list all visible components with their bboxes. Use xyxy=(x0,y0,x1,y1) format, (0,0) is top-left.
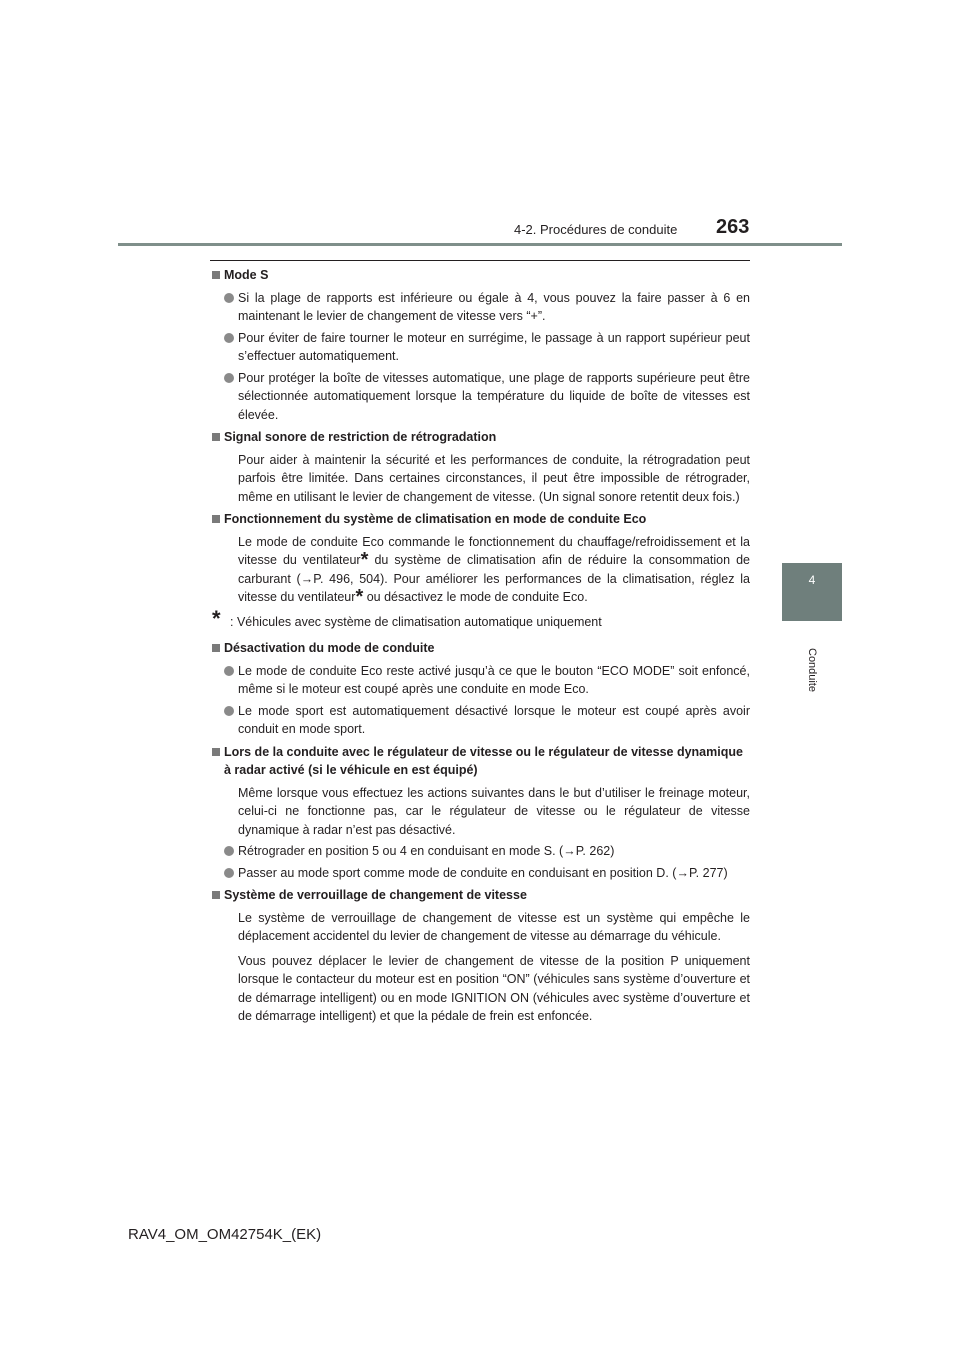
paragraph: Même lorsque vous effectuez les actions suivantes dans le but d’utiliser le freinage moteur, celui-ci ne fonctionne pas, car le régulateur de vitesse ou le régulateur de vitesse dynamique à radar n’est pas désactivé. xyxy=(238,785,750,837)
section-mode-s xyxy=(212,266,750,424)
bullet-item: Pour éviter de faire tourner le moteur en surrégime, le passage à un rapport supérieur peut s’effectuer automatiquement. xyxy=(212,329,750,366)
section-heading: Fonctionnement du système de climatisation en mode de conduite Eco xyxy=(212,510,750,529)
bullet-dot-icon xyxy=(224,333,234,343)
bullet-item: Passer au mode sport comme mode de conduite en conduisant en position D. (→P. 277) xyxy=(212,864,750,883)
section-deactivation xyxy=(212,639,750,739)
bullet-dot-icon xyxy=(224,666,234,676)
section-heading: Mode S xyxy=(212,266,750,285)
section-eco xyxy=(212,510,750,631)
content-rule xyxy=(210,260,750,261)
paragraph: Vous pouvez déplacer le levier de changement de vitesse de la position P uniquement lorsque le contacteur du moteur est en position “ON” (véhicules sans système d’ouverture et de démarrage intelligent) ou en mode IGNITION ON (véhicules avec système d’ouverture et de démarrage intelligent) et que la pédale de frein est enfoncée. xyxy=(238,953,750,1023)
bullet-dot-icon xyxy=(224,846,234,856)
page-content xyxy=(212,266,750,1030)
bullet-dot-icon xyxy=(224,868,234,878)
paragraph: Pour aider à maintenir la sécurité et les performances de conduite, la rétrogradation peut parfois être limitée. Dans certaines circonstances, il peut être impossible de rétrograder, même en utilisant le levier de changement de vitesse. (Un signal sonore retentit deux fois.) xyxy=(238,452,750,504)
bullet-dot-icon xyxy=(224,373,234,383)
paragraph: Le système de verrouillage de changement de vitesse est un système qui empêche le déplacement accidentel du levier de changement de vitesse au démarrage du véhicule. xyxy=(238,910,750,943)
bullet-item: Rétrograder en position 5 ou 4 en conduisant en mode S. (→P. 262) xyxy=(212,842,750,861)
section-shift-lock xyxy=(212,886,750,1026)
bullet-item: Pour protéger la boîte de vitesses automatique, une plage de rapports supérieure peut être sélectionnée automatiquement lorsque la température du liquide de boîte de vitesses est élevée. xyxy=(212,369,750,425)
section-heading: Lors de la conduite avec le régulateur de vitesse ou le régulateur de vitesse dynamique à radar activé (si le véhicule en est équipé) xyxy=(212,743,750,780)
footnote-star-icon: * xyxy=(355,586,364,608)
chapter-number: 4 xyxy=(808,573,816,587)
bullet-item: Le mode sport est automatiquement désactivé lorsque le moteur est coupé après avoir conduit en mode sport. xyxy=(212,702,750,739)
paragraph: Le mode de conduite Eco commande le fonctionnement du chauffage/refroidissement et la vitesse du ventilateur* du système de climatisation afin de réduire la consommation de carburant (→P. 496, 504). Pour améliorer les performances de la climatisation, réglez la vitesse du ventilateur* ou désactivez le mode de conduite Eco. xyxy=(238,534,750,608)
document-id: RAV4_OM_OM42754K_(EK) xyxy=(128,1226,322,1243)
section-heading: Système de verrouillage de changement de vitesse xyxy=(212,886,750,905)
chapter-tab[interactable] xyxy=(782,563,842,621)
bullet-item: Si la plage de rapports est inférieure ou égale à 4, vous pouvez la faire passer à 6 en maintenant le levier de changement de vitesse vers “+”. xyxy=(212,289,750,326)
bullet-dot-icon xyxy=(224,293,234,303)
bullet-dot-icon xyxy=(224,706,234,716)
section-heading: Désactivation du mode de conduite xyxy=(212,639,750,658)
page-number: 263 xyxy=(716,216,750,238)
footnote-star-icon: * xyxy=(212,605,221,631)
section-signal xyxy=(212,428,750,506)
footnote-star-icon: * xyxy=(360,549,369,571)
section-cruise xyxy=(212,743,750,883)
footnote: * : Véhicules avec système de climatisation automatique uniquement xyxy=(212,605,602,631)
section-heading: Signal sonore de restriction de rétrogradation xyxy=(212,428,750,447)
section-title: 4-2. Procédures de conduite xyxy=(514,222,678,237)
header-rule xyxy=(118,243,842,246)
bullet-item: Le mode de conduite Eco reste activé jusqu’à ce que le bouton “ECO MODE” soit enfoncé, même si le moteur est coupé après une conduite en mode Eco. xyxy=(212,662,750,699)
